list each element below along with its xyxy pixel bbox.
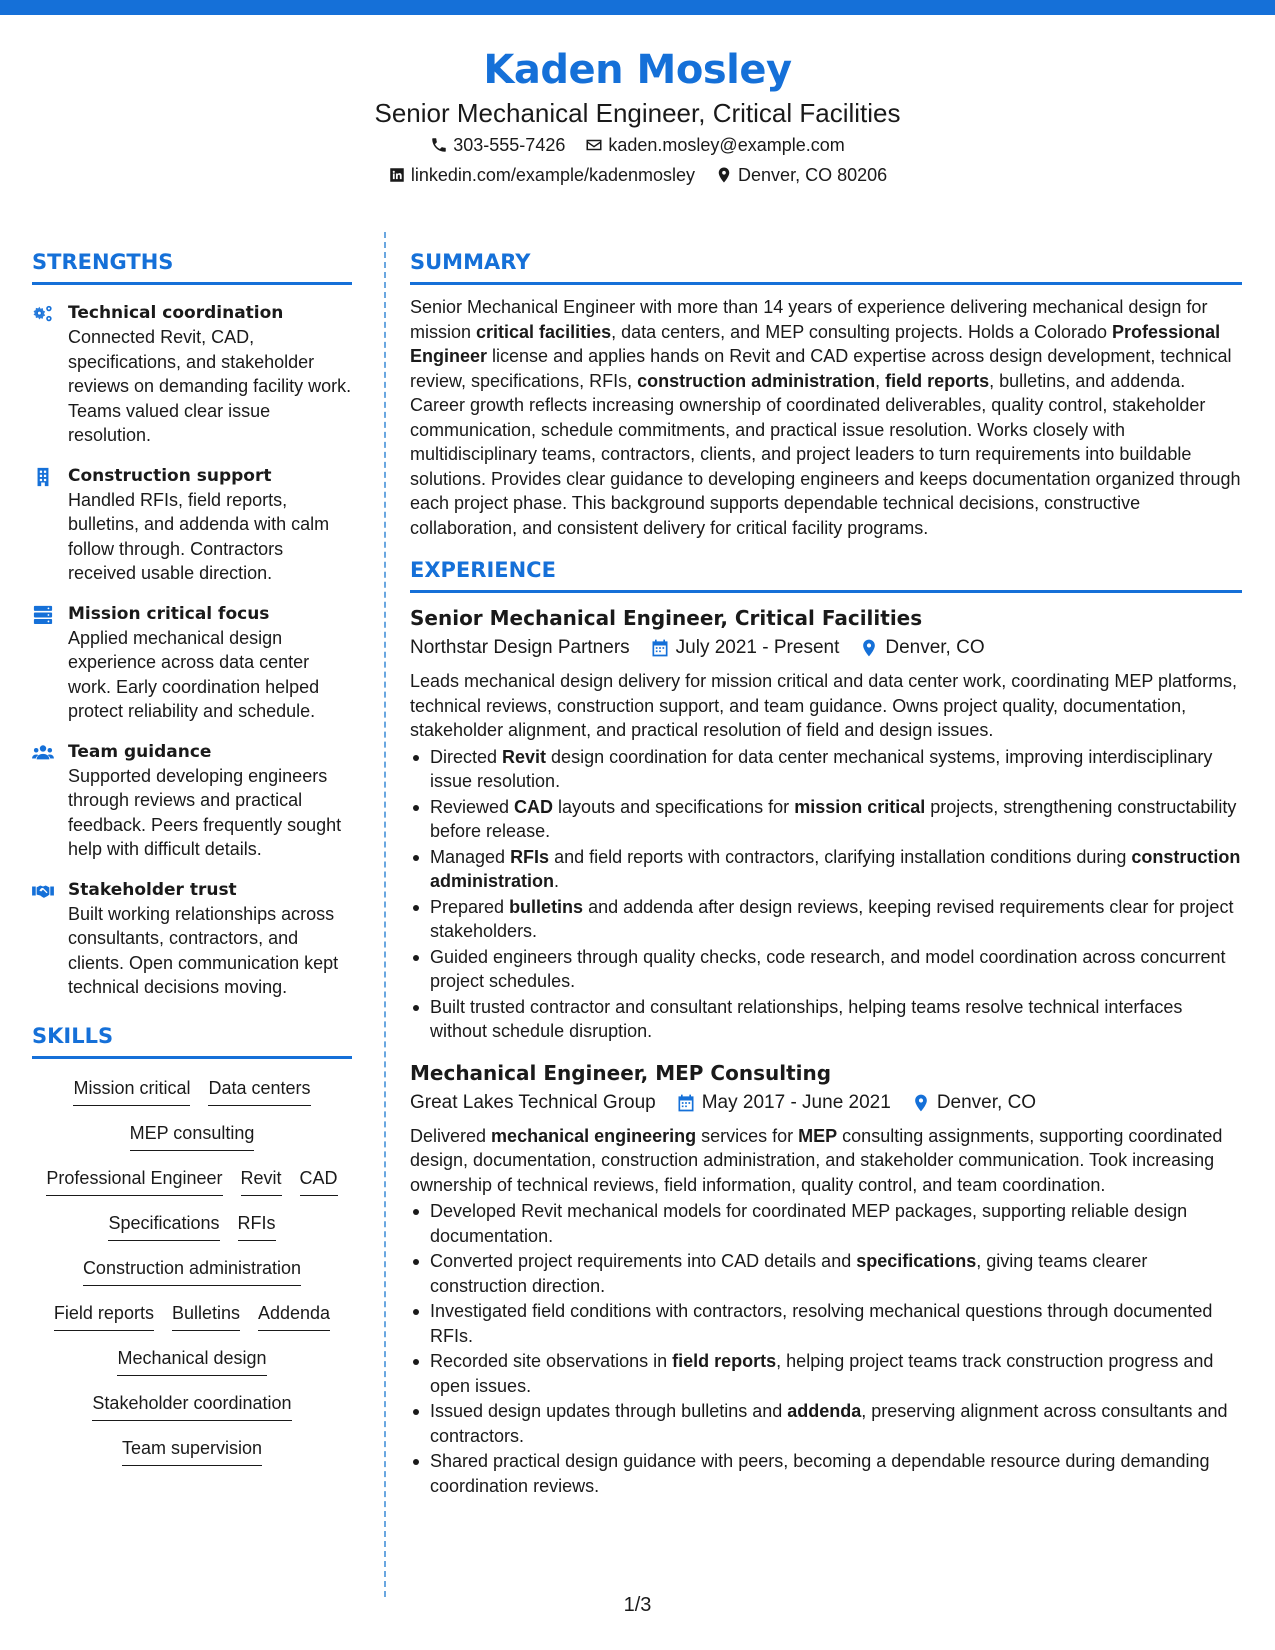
strength-title: Technical coordination — [68, 303, 284, 323]
skill-tag: Construction administration — [83, 1255, 301, 1286]
bullet-item — [410, 1299, 1242, 1348]
bold-text: construction administration — [430, 846, 1241, 891]
strength-desc: Built working relationships across consultants, contractors, and clients. Open communication kept technical decisions moving. — [68, 903, 339, 997]
job-title: Senior Mechanical Engineer, Critical Facilities — [410, 606, 923, 630]
text-run: Investigated field conditions with contractors, resolving mechanical questions through documented RFIs. — [430, 1301, 1213, 1346]
text-run: Guided engineers through quality checks, code research, and model coordination across concurrent project schedules. — [430, 946, 1226, 991]
experience-section — [410, 556, 1242, 1498]
bold-text: field reports — [672, 1351, 777, 1371]
summary-heading: SUMMARY — [410, 248, 1242, 285]
skill-row — [32, 1300, 352, 1345]
text-run: Developed Revit mechanical models for coordinated MEP packages, supporting reliable design documentation. — [430, 1201, 1188, 1246]
phone-contact — [430, 130, 565, 160]
text-run: Directed — [430, 746, 503, 767]
gears-icon — [32, 304, 54, 324]
strength-item — [32, 602, 352, 724]
calendar-icon — [650, 638, 670, 658]
skill-tag: Stakeholder coordination — [92, 1390, 291, 1421]
text-run: , preserving alignment across consultants and contractors. — [430, 1401, 1228, 1446]
skill-tag: Mechanical design — [117, 1345, 266, 1376]
skill-tag: Data centers — [208, 1075, 310, 1106]
job-company: Great Lakes Technical Group — [410, 1091, 656, 1113]
bold-text: field reports — [885, 370, 990, 391]
job-dates: May 2017 - June 2021 — [701, 1091, 891, 1113]
users-icon — [32, 743, 54, 763]
skill-row — [32, 1075, 352, 1120]
skill-row — [32, 1165, 352, 1210]
job-meta — [410, 1088, 1242, 1118]
skill-row — [32, 1435, 352, 1480]
skills-list — [32, 1075, 352, 1480]
building-icon — [32, 467, 54, 487]
bold-text: mechanical engineering — [491, 1125, 697, 1146]
skill-tag: MEP consulting — [130, 1120, 255, 1151]
location-text: Denver, CO 80206 — [738, 165, 888, 185]
skill-tag: Specifications — [108, 1210, 219, 1241]
linkedin-text[interactable]: linkedin.com/example/kadenmosley — [410, 165, 696, 185]
map-pin-icon — [911, 1093, 931, 1113]
handshake-icon — [32, 881, 54, 901]
job-entry — [410, 603, 1242, 1044]
location-contact — [715, 160, 887, 190]
text-run: and addenda after design reviews, keeping revised requirements clear for project stakeholders. — [430, 896, 1234, 941]
strength-desc: Supported developing engineers through reviews and practical feedback. Peers frequently sought help with difficult details. — [68, 765, 342, 859]
contact-line-2 — [0, 160, 1275, 190]
text-run: layouts and specifications for — [553, 796, 795, 817]
text-run: Issued design updates through bulletins and — [430, 1401, 788, 1421]
strength-title: Team guidance — [68, 741, 212, 762]
strength-item — [32, 301, 352, 448]
phone-icon — [430, 136, 448, 154]
contact-line-1 — [0, 130, 1275, 160]
strength-item — [32, 878, 352, 1000]
text-run: services for — [696, 1125, 799, 1146]
bullet-item — [410, 995, 1242, 1044]
map-pin-icon — [715, 166, 733, 184]
bullet-item — [410, 795, 1242, 844]
experience-heading: EXPERIENCE — [410, 556, 1242, 593]
text-run: license and applies hands on Revit and CAD expertise across design development, technical review, specifications, RFIs, — [410, 346, 1232, 391]
bold-text: bulletins — [509, 896, 584, 917]
strength-desc: Applied mechanical design experience across data center work. Early coordination helped protect reliability and schedule. — [68, 627, 320, 721]
bullet-item — [410, 845, 1242, 894]
skill-tag: Mission critical — [73, 1075, 190, 1106]
summary-text — [410, 295, 1242, 540]
text-run: Converted project requirements into CAD details and — [430, 1251, 857, 1271]
strength-title: Stakeholder trust — [68, 879, 237, 900]
strength-desc: Connected Revit, CAD, specifications, and stakeholder reviews on demanding facility work. Teams valued clear issue resolution. — [68, 327, 352, 445]
job-entry — [410, 1058, 1242, 1499]
phone-text: 303-555-7426 — [453, 135, 566, 155]
skill-row — [32, 1390, 352, 1435]
candidate-role: Senior Mechanical Engineer, Critical Facilities — [374, 98, 901, 128]
skill-tag: Field reports — [54, 1300, 154, 1331]
bold-text: Professional Engineer — [410, 321, 1221, 366]
text-run: , giving teams clearer construction direction. — [430, 1251, 1148, 1296]
skill-tag: CAD — [300, 1165, 338, 1196]
text-run: consulting assignments, supporting coordinated design, documentation, construction administration, and stakeholder communication. Took increasing ownership of technical reviews, field information, quality control, and team coordination. — [410, 1125, 1223, 1195]
resume-header — [0, 44, 1275, 190]
job-bullets — [410, 745, 1242, 1044]
bold-text: construction administration — [637, 370, 876, 391]
bold-text: critical facilities — [476, 321, 612, 342]
bold-text: Revit — [502, 746, 547, 767]
skill-row — [32, 1120, 352, 1165]
job-bullets — [410, 1199, 1242, 1498]
job-title: Mechanical Engineer, MEP Consulting — [410, 1060, 832, 1085]
text-run: . — [554, 871, 560, 891]
bullet-item — [410, 1449, 1242, 1498]
job-location: Denver, CO — [936, 1091, 1037, 1113]
right-column — [410, 248, 1242, 1499]
bold-text: mission critical — [794, 796, 926, 817]
strengths-heading: STRENGTHS — [32, 248, 352, 285]
bold-text: specifications — [856, 1251, 977, 1271]
text-run: , — [875, 370, 886, 391]
bold-text: addenda — [787, 1401, 862, 1421]
bullet-item — [410, 1349, 1242, 1398]
strength-item — [32, 740, 352, 862]
candidate-name: Kaden Mosley — [483, 47, 792, 93]
skill-row — [32, 1210, 352, 1255]
bullet-item — [410, 945, 1242, 994]
bullet-item — [410, 1249, 1242, 1298]
job-description — [410, 669, 1242, 743]
job-company: Northstar Design Partners — [410, 637, 630, 658]
skill-tag: Bulletins — [172, 1300, 240, 1331]
calendar-icon — [676, 1093, 696, 1113]
text-run: Recorded site observations in — [430, 1351, 673, 1371]
top-accent-bar — [0, 0, 1275, 15]
bold-text: MEP — [798, 1125, 838, 1146]
job-location: Denver, CO — [885, 637, 985, 658]
job-description — [410, 1124, 1242, 1198]
linkedin-contact[interactable] — [388, 160, 695, 190]
text-run: Leads mechanical design delivery for mission critical and data center work, coordinating MEP platforms, technical reviews, construction support, and team guidance. Owns project quality, documentation, stakeholder alignment, and practical resolution of field and design issues. — [410, 671, 1238, 740]
map-pin-icon — [859, 638, 879, 658]
text-run: Delivered — [410, 1125, 492, 1146]
bullet-item — [410, 745, 1242, 794]
skill-tag: Addenda — [258, 1300, 330, 1331]
skill-tag: Team supervision — [122, 1435, 262, 1466]
text-run: , bulletins, and addenda. Career growth reflects increasing ownership of coordinated deliverables, quality control, stakeholder communication, schedule commitments, and practical issue resolution. Works closely with multidisciplinary teams, contractors, clients, and project leaders to turn requirements into buildable solutions. Provides clear guidance to developing engineers and keeps documentation organized through each project phase. This background supports dependable technical decisions, constructive collaboration, and consistent delivery for critical facility programs. — [410, 370, 1241, 538]
text-run: Reviewed — [430, 796, 515, 817]
bold-text: CAD — [514, 796, 554, 817]
job-meta — [410, 633, 1242, 663]
server-icon — [32, 605, 54, 625]
bullet-item — [410, 1399, 1242, 1448]
bullet-item — [410, 1199, 1242, 1248]
skill-row — [32, 1255, 352, 1300]
strength-desc: Handled RFIs, field reports, bulletins, and addenda with calm follow through. Contractors received usable direction. — [68, 489, 330, 583]
skills-heading: SKILLS — [32, 1022, 352, 1059]
text-run: Built trusted contractor and consultant relationships, helping teams resolve technical interfaces without schedule disruption. — [430, 996, 1183, 1041]
text-run: Senior Mechanical Engineer with more than 14 years of experience delivering mechanical design for mission — [410, 297, 1208, 342]
skill-tag: Professional Engineer — [46, 1165, 222, 1196]
text-run: Managed — [430, 846, 511, 867]
column-divider — [384, 232, 386, 1597]
text-run: , data centers, and MEP consulting projects. Holds a Colorado — [611, 321, 1113, 342]
job-dates: July 2021 - Present — [675, 637, 840, 658]
strength-item — [32, 464, 352, 586]
text-run: Shared practical design guidance with peers, becoming a dependable resource during demanding coordination reviews. — [430, 1451, 1210, 1496]
envelope-icon — [585, 136, 603, 154]
text-run: Prepared — [430, 896, 510, 917]
text-run: projects, strengthening constructability before release. — [430, 796, 1237, 841]
skill-row — [32, 1345, 352, 1390]
text-run: design coordination for data center mechanical systems, improving interdisciplinary issue resolution. — [430, 746, 1213, 791]
text-run: and field reports with contractors, clarifying installation conditions during — [549, 846, 1132, 867]
text-run: , helping project teams track construction progress and open issues. — [430, 1351, 1214, 1396]
email-text[interactable]: kaden.mosley@example.com — [608, 135, 845, 155]
strength-title: Construction support — [68, 465, 272, 486]
skill-tag: Revit — [241, 1165, 282, 1196]
email-contact[interactable] — [585, 130, 844, 160]
bullet-item — [410, 895, 1242, 944]
strength-title: Mission critical focus — [68, 603, 270, 624]
page-number: 1/3 — [623, 1594, 652, 1616]
left-column — [32, 248, 352, 1480]
skill-tag: RFIs — [238, 1210, 276, 1241]
linkedin-icon — [388, 166, 406, 184]
bold-text: RFIs — [510, 846, 550, 867]
